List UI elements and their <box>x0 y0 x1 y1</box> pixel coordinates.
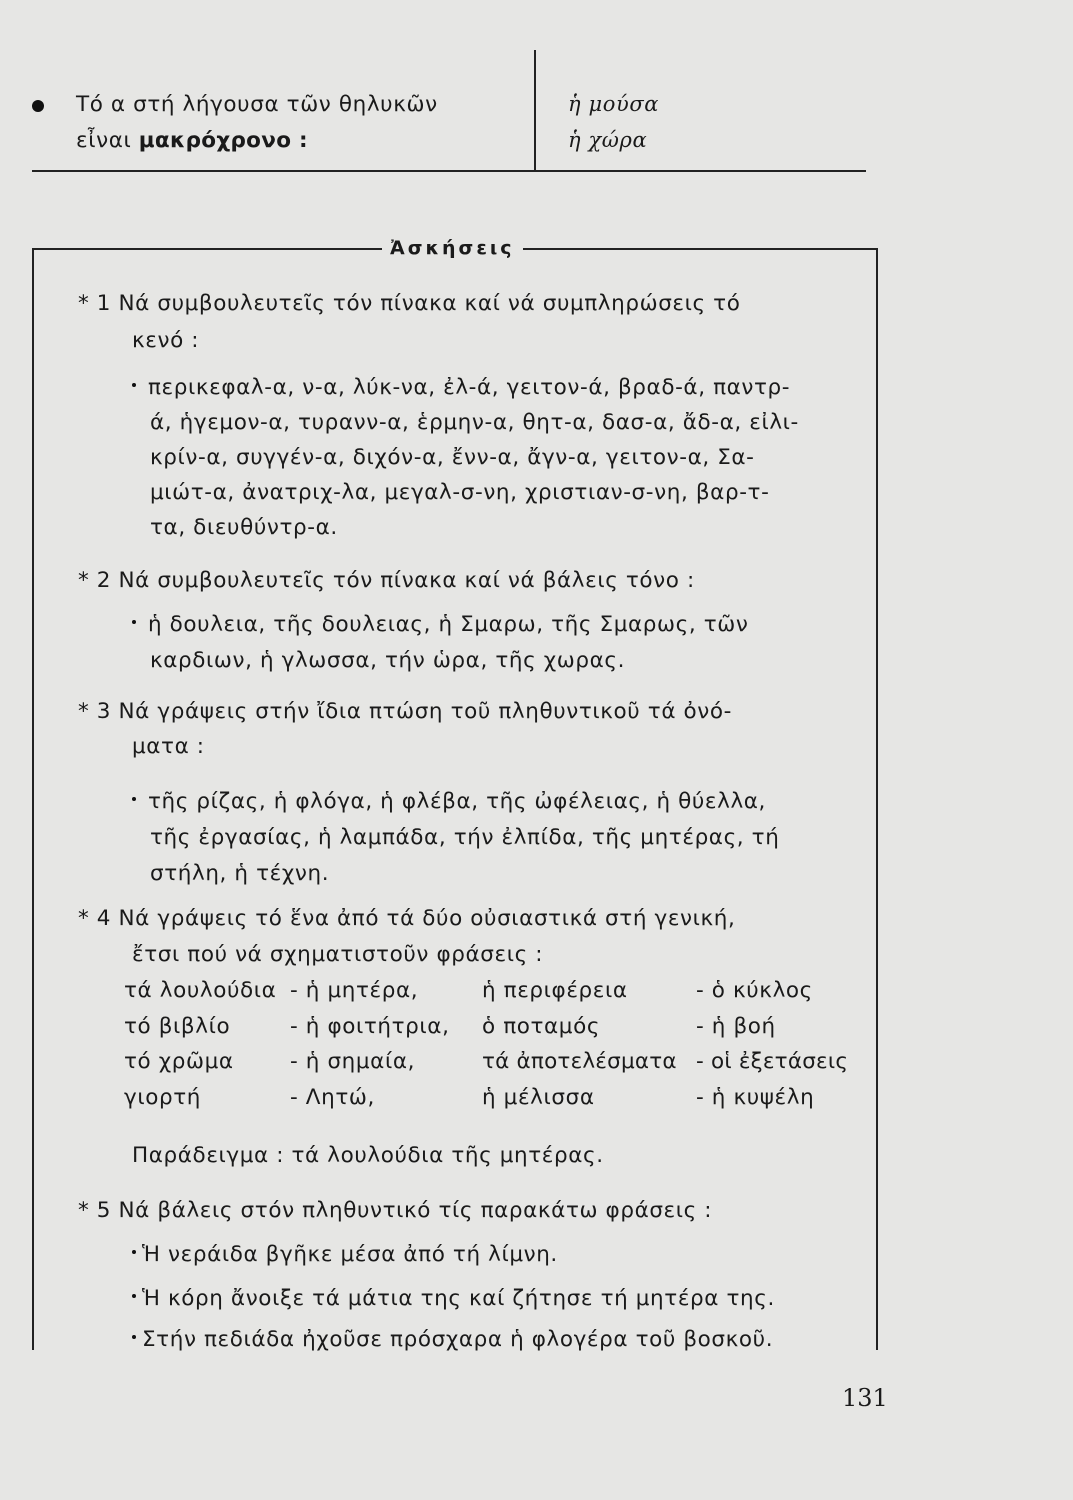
ex1-body-5: τα, διευθύντρ-α. <box>150 515 338 540</box>
ex2-body-1-text: ἡ δουλεια, τῆς δουλειας, ἡ Σμαρω, τῆς Σμαρως, τῶν <box>148 612 749 637</box>
ex2-bullet <box>132 620 136 624</box>
ex4-row3-col4: - οἱ ἐξετάσεις <box>696 1049 849 1074</box>
ex3-instruction-1: * 3 Νά γράψεις στήν ἴδια πτώση τοῦ πληθυντικοῦ τά ὀνό- <box>78 699 733 724</box>
exercises-frame-left <box>32 248 34 1350</box>
ex4-row3-col2: - ἡ σημαία, <box>290 1049 416 1074</box>
page-number: 131 <box>842 1384 888 1412</box>
rule-example-2: ἡ χώρα <box>568 128 648 152</box>
ex5-body-2 <box>132 1286 775 1311</box>
ex4-row4-col4: - ἡ κυψέλη <box>696 1085 815 1110</box>
ex5-body-3 <box>132 1327 773 1352</box>
ex1-body-3: κρίν-α, συγγέν-α, διχόν-α, ἔνν-α, ἄγν-α, γειτον-α, Σα- <box>150 445 755 470</box>
ex5-body-2-text: Ἡ κόρη ἄνοιξε τά μάτια της καί ζήτησε τή μητέρα της. <box>142 1286 775 1311</box>
ex3-body-1-text: τῆς ρίζας, ἡ φλόγα, ἡ φλέβα, τῆς ὠφέλειας, ἡ θύελλα, <box>148 789 766 814</box>
ex3-body-1 <box>132 789 766 814</box>
ex5-body-3-text: Στήν πεδιάδα ἠχοῦσε πρόσχαρα ἡ φλογέρα τοῦ βοσκοῦ. <box>142 1327 774 1352</box>
rule-bullet <box>32 100 44 112</box>
ex1-instruction-2: κενό : <box>132 328 200 353</box>
rule-line-1: Τό α στή λήγουσα τῶν θηλυκῶν <box>76 92 438 117</box>
section-title: Ἀσκήσεις <box>382 237 523 259</box>
ex2-instruction: * 2 Νά συμβουλευτεῖς τόν πίνακα καί νά βάλεις τόνο : <box>78 568 695 593</box>
rule-line-2-bold: μακρόχρονο : <box>138 128 308 153</box>
ex3-bullet <box>132 797 136 801</box>
rule-example-1: ἡ μούσα <box>568 92 660 116</box>
ex4-row2-col1: τό βιβλίο <box>124 1014 231 1039</box>
ex1-instruction-1: * 1 Νά συμβουλευτεῖς τόν πίνακα καί νά συμπληρώσεις τό <box>78 291 741 316</box>
ex2-body-1 <box>132 612 749 637</box>
ex5-instruction: * 5 Νά βάλεις στόν πληθυντικό τίς παρακάτω φράσεις : <box>78 1198 713 1223</box>
ex4-row2-col4: - ἡ βοή <box>696 1014 776 1039</box>
ex4-row2-col3: ὁ ποταμός <box>482 1014 601 1039</box>
ex3-instruction-2: ματα : <box>132 734 205 759</box>
ex4-row2-col2: - ἡ φοιτήτρια, <box>290 1014 450 1039</box>
ex4-example: Παράδειγμα : τά λουλούδια τῆς μητέρας. <box>132 1143 604 1168</box>
ex5-body-1 <box>132 1242 558 1267</box>
ex3-body-2: τῆς ἐργασίας, ἡ λαμπάδα, τήν ἐλπίδα, τῆς μητέρας, τή <box>150 825 780 850</box>
ex2-body-2: καρδιων, ἡ γλωσσα, τήν ὡρα, τῆς χωρας. <box>150 648 626 673</box>
ex3-body-3: στήλη, ἡ τέχνη. <box>150 861 330 886</box>
rule-line-2-prefix: εἶναι <box>76 128 139 153</box>
ex1-body-2: ά, ἡγεμον-α, τυρανν-α, ἑρμην-α, θητ-α, δασ-α, ἄδ-α, εἰλι- <box>150 410 799 435</box>
ex4-instruction-2: ἔτσι πού νά σχηματιστοῦν φράσεις : <box>132 942 544 967</box>
ex5-bullet-1 <box>132 1250 136 1254</box>
ex1-bullet <box>132 383 136 387</box>
ex4-row4-col2: - Λητώ, <box>290 1085 375 1110</box>
ex4-row4-col3: ἡ μέλισσα <box>482 1085 595 1110</box>
ex4-row1-col4: - ὁ κύκλος <box>696 978 813 1003</box>
ex1-body-4: μιώτ-α, ἀνατριχ-λα, μεγαλ-σ-νη, χριστιαν-σ-νη, βαρ-τ- <box>150 480 770 505</box>
ex5-bullet-3 <box>132 1335 136 1339</box>
rule-line-2 <box>76 128 308 153</box>
exercises-frame-right <box>876 248 878 1350</box>
ex4-row3-col1: τό χρῶμα <box>124 1049 234 1074</box>
ex4-row1-col2: - ἡ μητέρα, <box>290 978 419 1003</box>
ex5-bullet-2 <box>132 1294 136 1298</box>
ex4-instruction-1: * 4 Νά γράψεις τό ἕνα ἀπό τά δύο οὐσιαστικά στή γενική, <box>78 906 736 931</box>
ex1-body-1 <box>132 375 790 400</box>
ex4-row1-col1: τά λουλούδια <box>124 978 277 1003</box>
ex4-row4-col1: γιορτή <box>124 1085 201 1110</box>
ex5-body-1-text: Ἡ νεράιδα βγῆκε μέσα ἀπό τή λίμνη. <box>142 1242 558 1267</box>
ex4-row3-col3: τά ἀποτελέσματα <box>482 1049 677 1074</box>
rule-bottom-line <box>32 170 866 172</box>
ex1-body-1-text: περικεφαλ-α, ν-α, λύκ-να, ἐλ-ά, γειτον-ά, βραδ-ά, παντρ- <box>148 375 791 400</box>
ex4-row1-col3: ἡ περιφέρεια <box>482 978 628 1003</box>
rule-divider <box>534 50 536 170</box>
